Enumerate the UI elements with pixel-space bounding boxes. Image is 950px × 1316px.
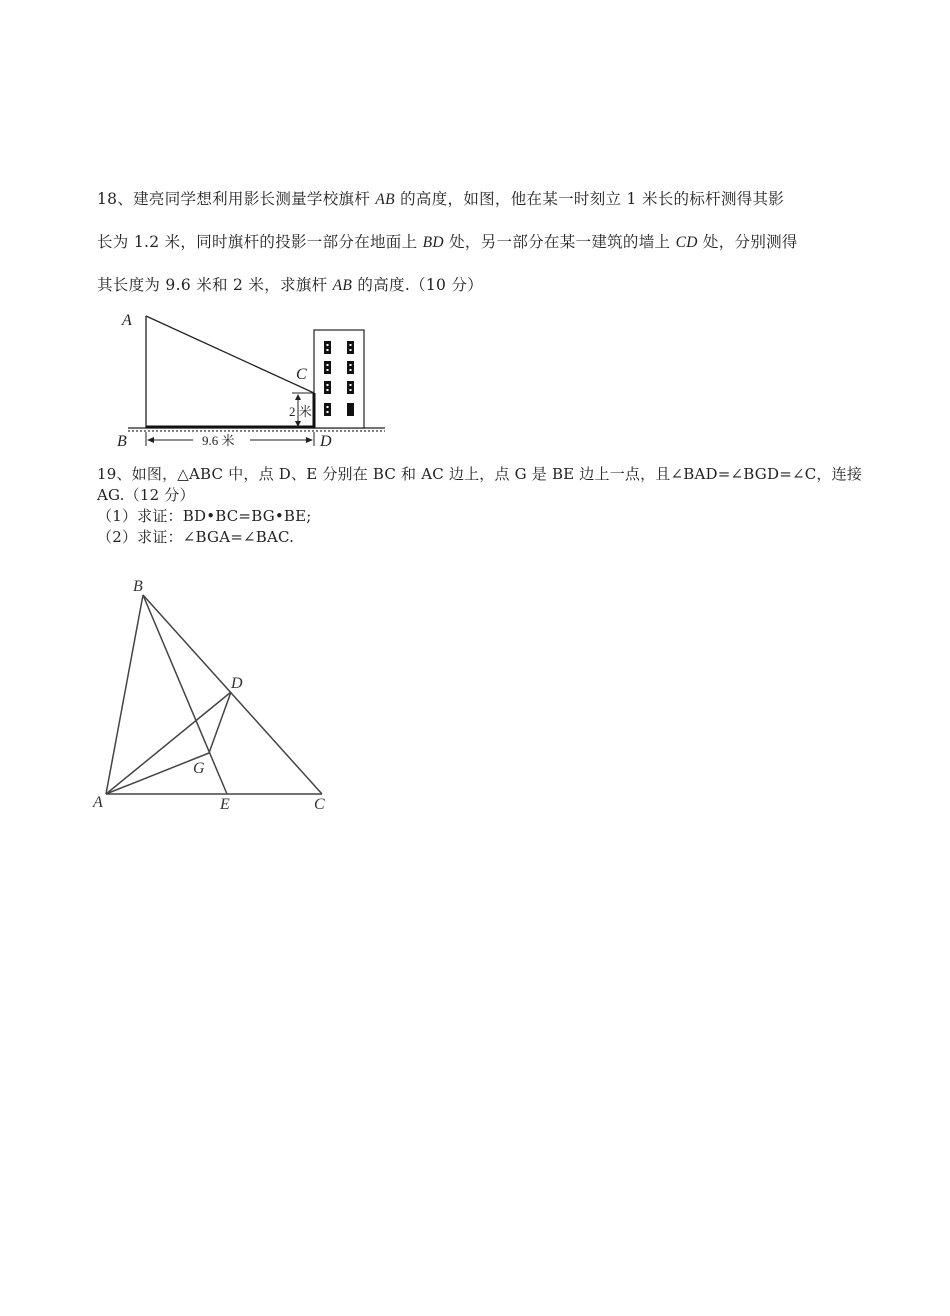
segment-be bbox=[143, 595, 227, 794]
fig19-label-c: C bbox=[314, 796, 325, 813]
fig18-label-b: B bbox=[117, 433, 127, 450]
dim-wall-label: 2 米 bbox=[289, 404, 312, 419]
fig18-label-d: D bbox=[320, 433, 332, 450]
fig19-label-a: A bbox=[93, 794, 103, 811]
q19-line-1: 19、如图，△ABC 中，点 D、E 分别在 BC 和 AC 边上，点 G 是 BE 边上一点，且∠BAD=∠BGD=∠C，连接 bbox=[97, 465, 863, 483]
segment-bc bbox=[143, 595, 322, 794]
q19-part-1: （1）求证：BD•BC=BG•BE; bbox=[97, 507, 312, 525]
fig18-label-c: C bbox=[296, 366, 307, 383]
segment-ab bbox=[106, 595, 143, 794]
fig19-label-g: G bbox=[193, 760, 205, 777]
q18-line-1: 18、建亮同学想利用影长测量学校旗杆 AB 的高度，如图，他在某一时刻立 1 米长的标杆测得其影 bbox=[97, 190, 785, 208]
q19-part-2: （2）求证：∠BGA=∠BAC. bbox=[97, 528, 295, 546]
dim-ground-label: 9.6 米 bbox=[202, 433, 235, 448]
fig19-label-e: E bbox=[220, 796, 230, 813]
q18-line-2: 长为 1.2 米，同时旗杆的投影一部分在地面上 BD 处，另一部分在某一建筑的墙上 CD 处，分别测得 bbox=[97, 233, 798, 251]
q18-line-3: 其长度为 9.6 米和 2 米，求旗杆 AB 的高度.（10 分） bbox=[97, 276, 484, 294]
q19-line-2: AG.（12 分） bbox=[97, 486, 195, 504]
fig19-label-b: B bbox=[133, 578, 143, 595]
fig19-label-d: D bbox=[231, 675, 243, 692]
fig18-label-a: A bbox=[122, 312, 132, 329]
